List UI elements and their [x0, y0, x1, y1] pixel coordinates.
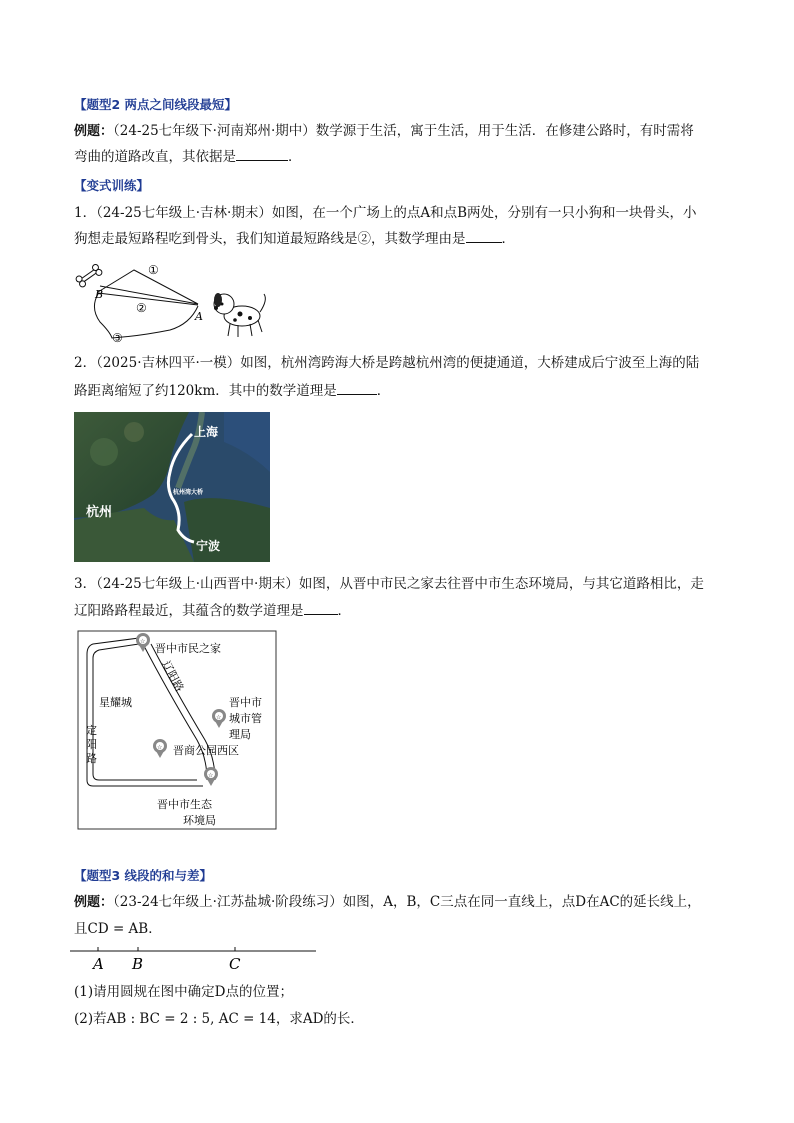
svg-text:☆: ☆ [140, 638, 146, 645]
q3-text: 辽阳路路程最近，其蕴含的数学道理是 [74, 603, 304, 619]
point-a-label: A [195, 310, 203, 323]
part-1: (1)请用圆规在图中确定D点的位置； [74, 984, 293, 1000]
label-b: B [132, 955, 144, 973]
dingyang-road-label-2: 阳 [86, 738, 97, 751]
example-text: （24-25七年级下·河南郑州·期中）数学源于生活，寓于生活，用于生活．在修建公路时，有时需将 [113, 123, 694, 139]
q3-road-map [77, 630, 277, 830]
period: ． [376, 383, 391, 399]
q1-dog-bone-figure [70, 258, 270, 344]
example-text: （23-24七年级上·江苏盐城·阶段练习）如图，A，B，C三点在同一直线上，点D在AC的延长线上， [113, 894, 701, 910]
xingyao-label: 星耀城 [99, 696, 132, 709]
path-3-label: ③ [112, 331, 123, 344]
answer-blank [304, 602, 338, 615]
part-2: (2)若AB : BC = 2 : 5, AC = 14，求AD的长． [74, 1011, 364, 1027]
q1-text: 狗想走最短路程吃到骨头，我们知道最短路线是②，其数学理由是 [74, 231, 466, 247]
city-mgmt-label-3: 理局 [229, 728, 251, 741]
example-label: 例题： [74, 895, 114, 910]
example-text-2: 弯曲的道路改直，其依据是 [74, 149, 236, 165]
q2-satellite-map [74, 412, 270, 562]
example-2-line2 [74, 148, 302, 166]
label-c: C [229, 955, 241, 973]
svg-text:☆: ☆ [157, 744, 163, 751]
example-label: 例题： [74, 124, 114, 139]
point-b-label: B [95, 288, 104, 301]
section-title-type2: 【题型2 两点之间线段最短】 [74, 97, 238, 112]
answer-blank [466, 230, 502, 243]
section-title-type3: 【题型3 线段的和与差】 [74, 868, 213, 883]
home-label: 晋中市民之家 [155, 642, 221, 655]
period: ． [501, 231, 515, 247]
dog-icon [214, 293, 265, 337]
liaoyang-road-label: 辽阳路 [159, 658, 187, 694]
bone-icon [75, 263, 103, 288]
q2-text: 路距离缩短了约120km．其中的数学道理是 [74, 383, 337, 399]
ningbo-label: 宁波 [196, 539, 221, 553]
city-mgmt-label-1: 晋中市 [229, 696, 262, 709]
q2-line1: 2．（2025·吉林四平·一模）如图，杭州湾跨海大桥是跨越杭州湾的便捷通道，大桥建成后宁波至上海的陆 [74, 355, 700, 371]
period: ． [288, 149, 302, 165]
q3-line1: 3．（24-25七年级上·山西晋中·期末）如图，从晋中市民之家去往晋中市生态环境局，与其它道路相比，走 [74, 576, 704, 592]
variant-training-title: 【变式训练】 [74, 178, 150, 193]
path-2-label: ② [136, 301, 147, 315]
park-label: 晋商公园西区 [173, 744, 239, 757]
bridge-label: 杭州湾大桥 [173, 489, 204, 496]
period: ． [337, 603, 351, 619]
path-1-label: ① [148, 263, 159, 277]
q1-line2 [74, 230, 515, 248]
q1-line1: 1．（24-25七年级上·吉林·期末）如图，在一个广场上的点A和点B两处，分别有一只小狗和一块骨头，小 [74, 205, 697, 221]
answer-blank [337, 382, 377, 395]
label-a: A [93, 955, 104, 973]
svg-text:☆: ☆ [216, 714, 222, 721]
example-3-line2: 且CD = AB． [74, 921, 162, 937]
example-2-line1 [74, 122, 694, 141]
q2-line2 [74, 382, 390, 400]
q3-line2 [74, 602, 351, 620]
city-mgmt-label-2: 城市管 [229, 712, 262, 725]
dingyang-road-label-3: 路 [86, 752, 97, 765]
svg-text:☆: ☆ [208, 772, 214, 779]
eco-label-1: 晋中市生态 [157, 798, 212, 811]
hangzhou-label: 杭州 [86, 505, 113, 520]
example-3-line1 [74, 893, 701, 912]
answer-blank [236, 148, 288, 161]
segment-abc-figure [70, 943, 330, 973]
dingyang-road-label-1: 定 [86, 724, 97, 737]
eco-label-2: 环境局 [183, 814, 216, 827]
shanghai-label: 上海 [194, 425, 219, 439]
